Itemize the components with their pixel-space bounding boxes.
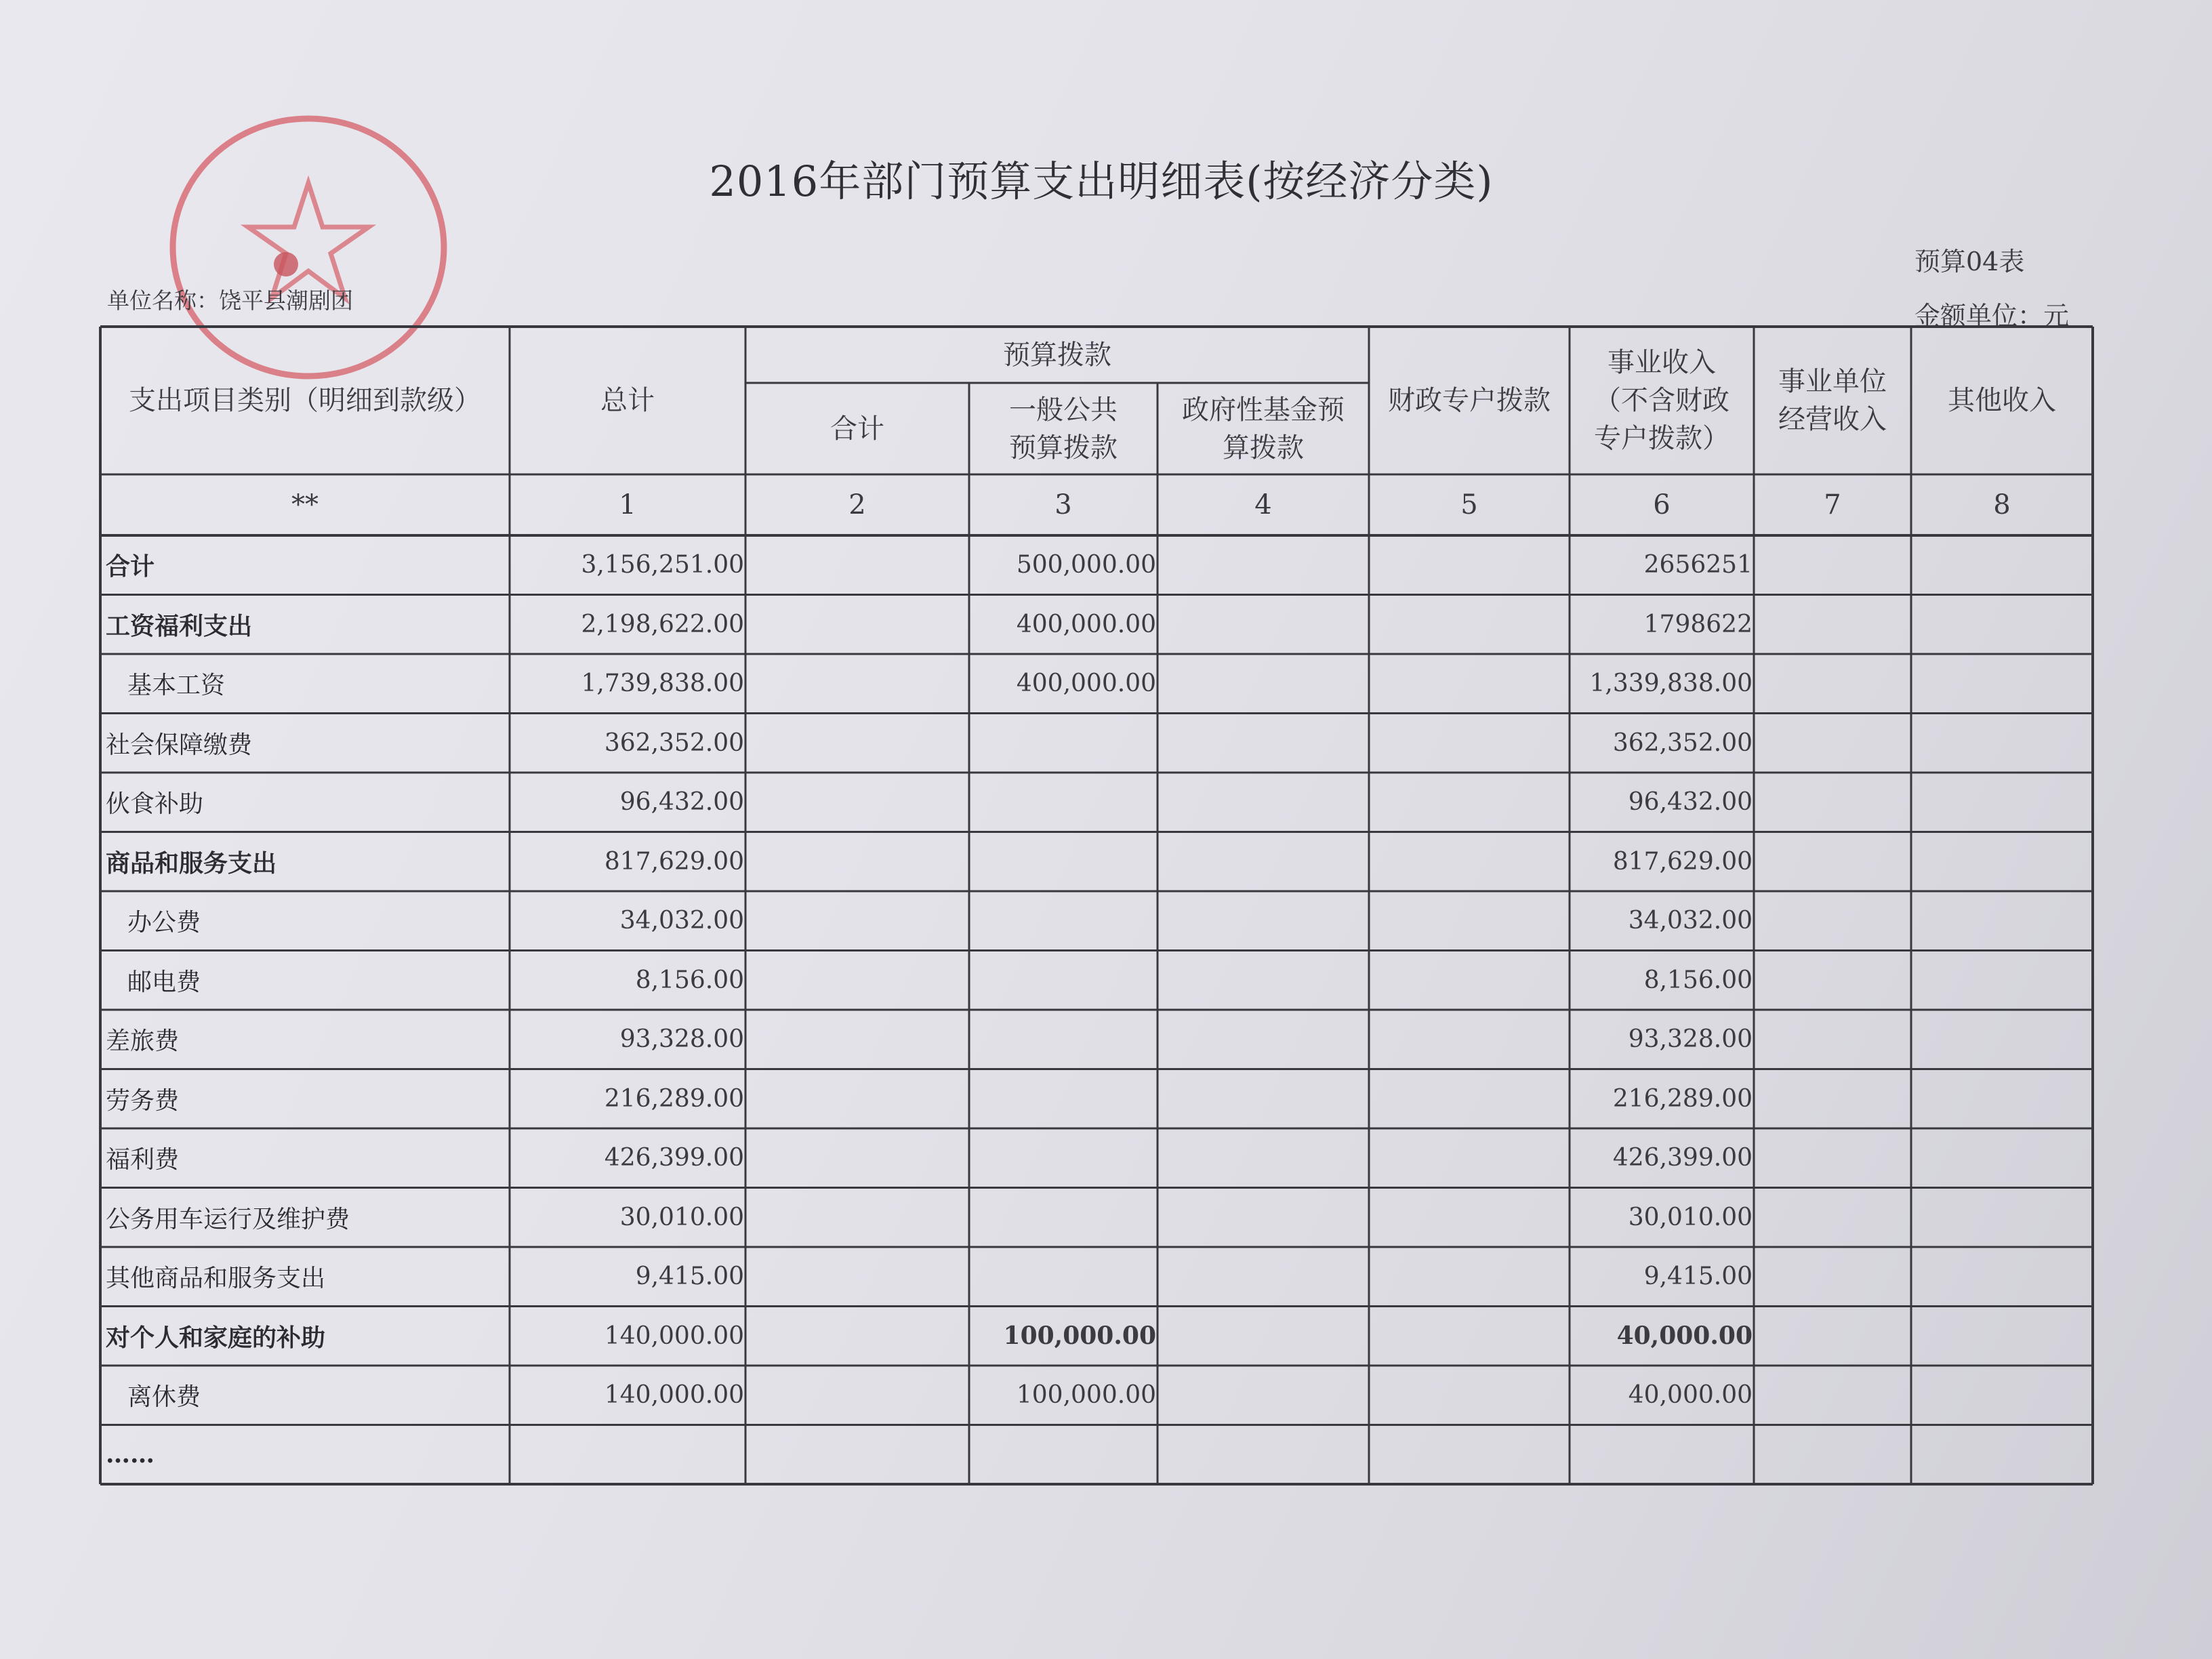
amount-cell: 9,415.00	[1643, 1263, 1753, 1291]
index-cell: 1	[619, 489, 636, 520]
organization-name: 单位名称：饶平县潮剧团	[107, 287, 353, 314]
row-label: 商品和服务支出	[106, 848, 277, 878]
row-label: 办公费	[127, 909, 201, 937]
amount-cell: 30,010.00	[619, 1203, 744, 1231]
amount-cell: 96,432.00	[619, 788, 744, 817]
row-label: 邮电费	[127, 968, 201, 996]
index-cell: 4	[1254, 489, 1272, 520]
amount-cell: 426,399.00	[1612, 1144, 1753, 1172]
index-cell: 3	[1054, 489, 1072, 520]
amount-cell: 2656251	[1643, 551, 1753, 579]
amount-cell: 8,156.00	[635, 966, 744, 994]
row-label: 其他商品和服务支出	[106, 1265, 326, 1293]
amount-cell: 96,432.00	[1628, 788, 1753, 817]
amount-cell: 1,739,838.00	[581, 670, 744, 698]
index-cell: **	[291, 489, 319, 520]
amount-cell: 100,000.00	[1003, 1322, 1156, 1351]
amount-unit: 金额单位：元	[1914, 301, 2070, 331]
header-other-income: 其他收入	[1948, 385, 2056, 416]
amount-cell: 2,198,622.00	[581, 610, 744, 638]
amount-cell: 216,289.00	[1612, 1084, 1753, 1113]
header-category: 支出项目类别（明细到款级）	[129, 385, 481, 416]
amount-cell: 93,328.00	[1628, 1025, 1753, 1054]
amount-cell: 40,000.00	[1616, 1322, 1753, 1351]
row-label: 公务用车运行及维护费	[106, 1205, 350, 1233]
header-total: 总计	[600, 385, 655, 416]
row-label: 合计	[106, 552, 155, 581]
row-label: 劳务费	[106, 1086, 180, 1115]
amount-cell: 30,010.00	[1628, 1203, 1753, 1231]
amount-cell: 362,352.00	[604, 729, 744, 757]
row-label: 工资福利支出	[106, 611, 253, 640]
amount-cell: 1,339,838.00	[1589, 670, 1753, 698]
row-label: 福利费	[106, 1146, 180, 1174]
index-cell: 5	[1460, 489, 1478, 520]
row-label: 社会保障缴费	[106, 731, 253, 759]
amount-cell: 362,352.00	[1612, 729, 1753, 757]
amount-cell: 426,399.00	[604, 1144, 744, 1172]
header-general-public-budget: 一般公共 预算拨款	[1009, 394, 1118, 464]
row-label: 对个人和家庭的补助	[106, 1323, 326, 1352]
amount-cell: 140,000.00	[604, 1381, 744, 1410]
amount-cell: 400,000.00	[1016, 610, 1156, 638]
header-business-income: 事业收入 （不含财政 专户拨款）	[1594, 347, 1729, 454]
row-label: ……	[106, 1440, 155, 1469]
header-business-operation: 事业单位 经营收入	[1778, 366, 1887, 435]
index-cell: 7	[1824, 489, 1841, 520]
amount-cell: 140,000.00	[604, 1322, 744, 1350]
header-subtotal: 合计	[830, 413, 884, 445]
header-gov-fund-budget: 政府性基金预 算拨款	[1182, 394, 1345, 464]
row-label: 伙食补助	[106, 790, 204, 819]
index-cell: 8	[1993, 489, 2011, 520]
form-code: 预算04表	[1914, 247, 2025, 276]
amount-cell: 817,629.00	[1612, 847, 1753, 876]
amount-cell: 500,000.00	[1016, 551, 1156, 579]
amount-cell: 1798622	[1643, 610, 1753, 638]
index-cell: 2	[848, 489, 866, 520]
amount-cell: 400,000.00	[1016, 670, 1156, 698]
amount-cell: 3,156,251.00	[581, 551, 744, 579]
amount-cell: 100,000.00	[1016, 1381, 1156, 1410]
amount-cell: 216,289.00	[604, 1084, 744, 1113]
amount-cell: 34,032.00	[619, 907, 744, 935]
amount-cell: 93,328.00	[619, 1025, 744, 1054]
header-budget-allocation: 预算拨款	[1003, 339, 1111, 371]
amount-cell: 8,156.00	[1643, 966, 1753, 994]
row-label: 离休费	[127, 1383, 201, 1412]
amount-cell: 34,032.00	[1628, 907, 1753, 935]
amount-cell: 9,415.00	[635, 1263, 744, 1291]
index-cell: 6	[1653, 489, 1671, 520]
row-label: 差旅费	[106, 1027, 180, 1056]
row-label: 基本工资	[127, 672, 226, 700]
amount-cell: 40,000.00	[1628, 1381, 1753, 1410]
header-fiscal-special: 财政专户拨款	[1388, 385, 1551, 416]
amount-cell: 817,629.00	[604, 847, 744, 876]
document-title: 2016年部门预算支出明细表(按经济分类)	[709, 157, 1494, 206]
